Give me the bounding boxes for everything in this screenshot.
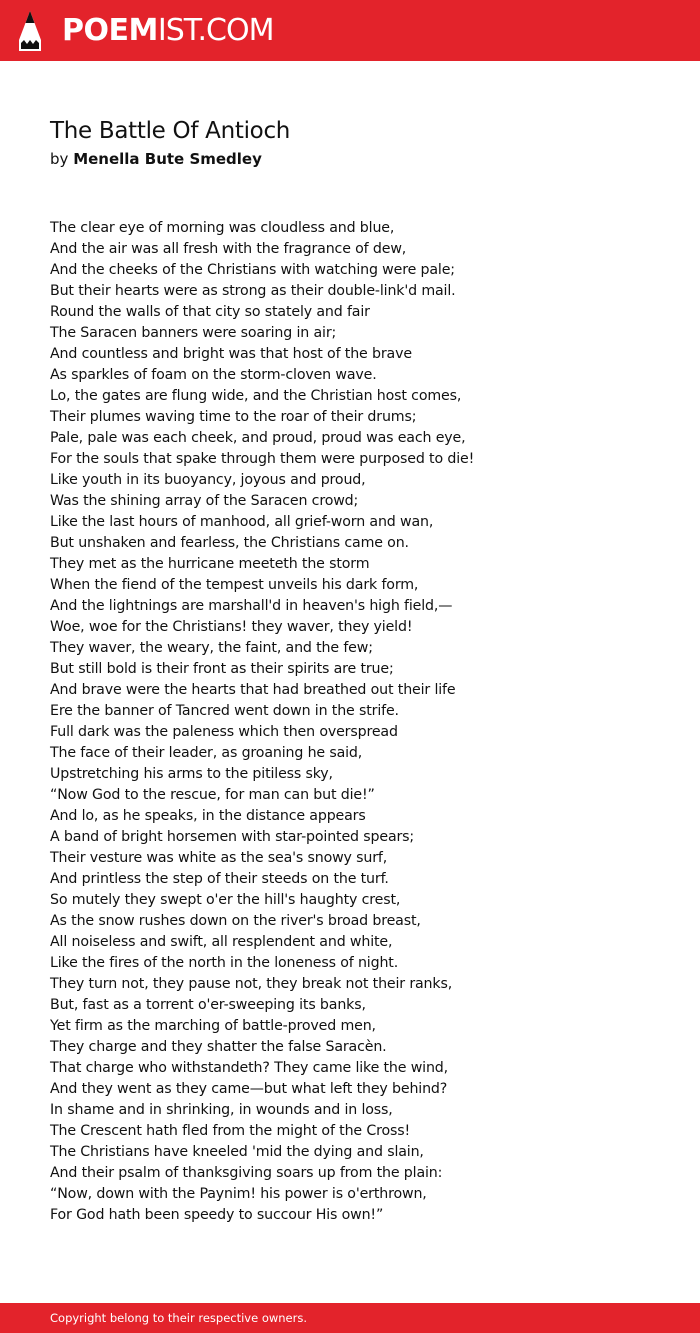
poem-line: And printless the step of their steeds on the turf.: [50, 871, 389, 887]
poem-line: The Christians have kneeled 'mid the dying and slain,: [50, 1144, 424, 1160]
poem-line: “Now, down with the Paynim! his power is o'erthrown,: [50, 1186, 427, 1202]
poem-line: The Saracen banners were soaring in air;: [50, 325, 337, 341]
poem-line: But unshaken and fearless, the Christians came on.: [50, 535, 409, 551]
poem-line: A band of bright horsemen with star-pointed spears;: [50, 829, 415, 845]
poem-line: For God hath been speedy to succour His own!”: [50, 1207, 384, 1223]
poem-line: Their plumes waving time to the roar of their drums;: [50, 409, 417, 425]
poem-line: Their vesture was white as the sea's snowy surf,: [50, 850, 388, 866]
poem-line: But still bold is their front as their spirits are true;: [50, 661, 394, 677]
logo-text-bold: POEM: [62, 13, 158, 48]
poem-title: The Battle Of Antioch: [50, 118, 291, 144]
by-label: by: [50, 150, 69, 168]
poem-line: Upstretching his arms to the pitiless sky,: [50, 766, 333, 782]
poem-line: The Crescent hath fled from the might of the Cross!: [50, 1123, 411, 1139]
poem-line: As the snow rushes down on the river's broad breast,: [50, 913, 421, 929]
poem-line: So mutely they swept o'er the hill's haughty crest,: [50, 892, 401, 908]
pencil-icon[interactable]: [17, 10, 43, 52]
poem-line: That charge who withstandeth? They came like the wind,: [50, 1060, 449, 1076]
poem-line: They turn not, they pause not, they break not their ranks,: [50, 976, 453, 992]
logo-text-light: IST.COM: [157, 13, 274, 48]
poem-line: Like the fires of the north in the loneness of night.: [50, 955, 399, 971]
poem-line: Woe, woe for the Christians! they waver, they yield!: [50, 619, 413, 635]
poem-body: [50, 218, 670, 1226]
poem-line: But, fast as a torrent o'er-sweeping its banks,: [50, 997, 366, 1013]
poem-line: They waver, the weary, the faint, and the few;: [50, 640, 373, 656]
poem-line: Yet firm as the marching of battle-proved men,: [50, 1018, 376, 1034]
poem-line: “Now God to the rescue, for man can but die!”: [50, 787, 375, 803]
poem-line: Round the walls of that city so stately and fair: [50, 304, 370, 320]
site-header: [0, 0, 700, 61]
poem-line: And they went as they came—but what left they behind?: [50, 1081, 448, 1097]
poem-line: When the fiend of the tempest unveils his dark form,: [50, 577, 419, 593]
poem-line: They charge and they shatter the false Saracèn.: [50, 1039, 387, 1055]
poem-line: And the air was all fresh with the fragrance of dew,: [50, 241, 407, 257]
poem-line: Like youth in its buoyancy, joyous and proud,: [50, 472, 366, 488]
poem-line: Was the shining array of the Saracen crowd;: [50, 493, 359, 509]
poem-line: Full dark was the paleness which then overspread: [50, 724, 398, 740]
site-footer: [0, 1303, 700, 1333]
poem-line: And the cheeks of the Christians with watching were pale;: [50, 262, 455, 278]
poem-line: And their psalm of thanksgiving soars up from the plain:: [50, 1165, 443, 1181]
poem-line: For the souls that spake through them were purposed to die!: [50, 451, 475, 467]
poem-line: The face of their leader, as groaning he said,: [50, 745, 363, 761]
poem-line: And the lightnings are marshall'd in heaven's high field,—: [50, 598, 453, 614]
poem-line: The clear eye of morning was cloudless and blue,: [50, 220, 395, 236]
poem-line: Ere the banner of Tancred went down in the strife.: [50, 703, 399, 719]
poem-line: In shame and in shrinking, in wounds and in loss,: [50, 1102, 393, 1118]
site-logo[interactable]: [62, 12, 273, 50]
copyright-notice: Copyright belong to their respective owners.: [50, 1311, 308, 1325]
poem-line: And countless and bright was that host of the brave: [50, 346, 412, 362]
poem-line: As sparkles of foam on the storm-cloven wave.: [50, 367, 377, 383]
poem-line: They met as the hurricane meeteth the storm: [50, 556, 370, 572]
poem-line: And brave were the hearts that had breathed out their life: [50, 682, 456, 698]
poem-line: Pale, pale was each cheek, and proud, proud was each eye,: [50, 430, 466, 446]
poem-line: Like the last hours of manhood, all grief-worn and wan,: [50, 514, 434, 530]
poem-line: But their hearts were as strong as their double-link'd mail.: [50, 283, 456, 299]
poem-byline: [50, 148, 262, 170]
author-name[interactable]: Menella Bute Smedley: [73, 150, 262, 168]
poem-line: All noiseless and swift, all resplendent and white,: [50, 934, 393, 950]
poem-line: Lo, the gates are flung wide, and the Christian host comes,: [50, 388, 462, 404]
poem-line: And lo, as he speaks, in the distance appears: [50, 808, 366, 824]
